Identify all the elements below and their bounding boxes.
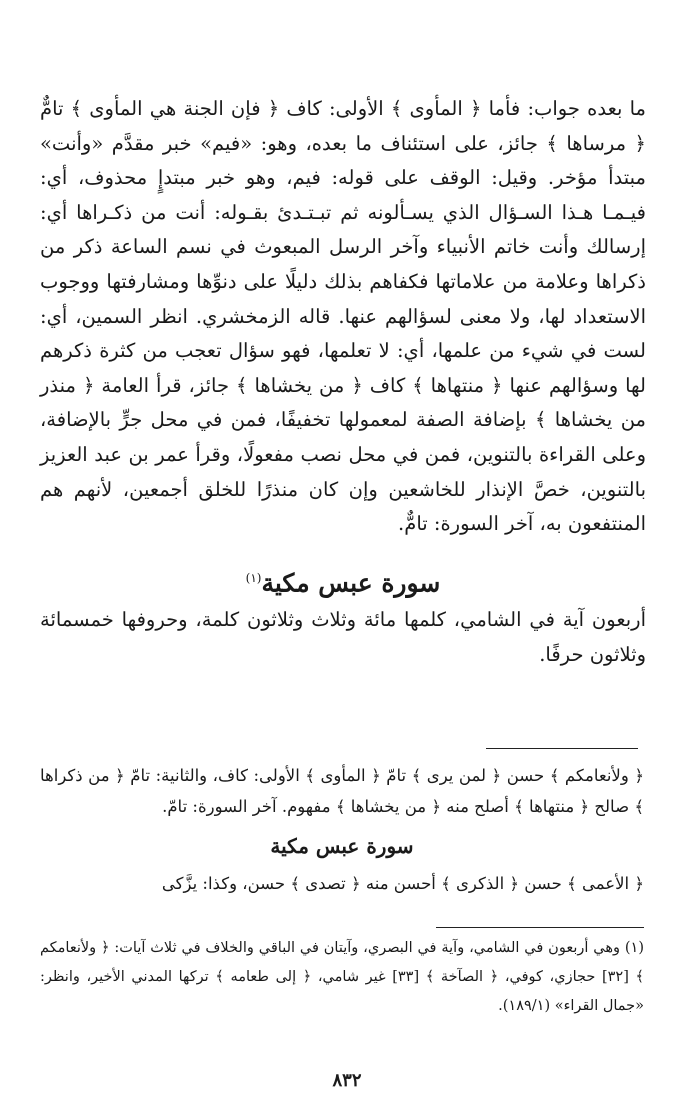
margin-note-line-2: ﴿ الأعمى ﴾ حسن ﴿ الذكرى ﴾ أحسن منه ﴿ تصدى ﴾ حسن، وكذا: يزَّكى [161, 874, 644, 893]
margin-note-line-1: ﴿ ولأنعامكم ﴾ حسن ﴿ لمن يرى ﴾ تامّ ﴿ المأوى ﴾ الأولى: كاف، والثانية: تامّ ﴿ من ذكراها ﴾ صالح ﴿ منتهاها ﴾ أصلح منه ﴿ من يخشاها ﴾ مفهوم. آخر السورة: تامّ. [40, 766, 644, 816]
footnote-marker: (١) [245, 570, 262, 585]
surah-title-text: سورة عبس مكية [261, 568, 441, 598]
margin-notes-block [40, 760, 644, 899]
main-paragraph-1: ما بعده جواب: فأما ﴿ المأوى ﴾ الأولى: كاف ﴿ فإن الجنة هي المأوى ﴾ تامٌّ ﴿ مرساها ﴾ جائز، على استئناف ما بعده، وهو: «فيم» خبر مقدَّم «وأنت» مبتدأ مؤخر. وقيل: الوقف على قوله: فيم، وهو خبر مبتدإٍ محذوف، أي: فيـمـا هـذا السـؤال الذي يسـألونه ثم تبـتـدئ بقـوله: أنت من ذكـراها أي: إرسالك وأنت خاتم الأنبياء وآخر الرسل المبعوث في نسم الساعة ذكر من ذكراها وعلامة من علاماتها فكفاهم بذلك دليلًا على دنوِّها ومشارفتها ووجوب الاستعداد لها، ولا معنى لسؤالهم عنها. قاله الزمخشري. انظر السمين، أي: لست في شيء من علمها، أي: لا تعلمها، فهو سؤال تعجب من كثرة ذكرهم لها وسؤالهم عنها ﴿ منتهاها ﴾ كاف ﴿ من يخشاها ﴾ جائز، قرأ العامة ﴿ منذر من يخشاها ﴾ بإضافة الصفة لمعمولها تخفيفًا، فمن في محل جرٍّ بالإضافة، وعلى القراءة بالتنوين، فمن في محل نصب مفعولًا، وقرأ عمر بن عبد العزيز بالتنوين، خصَّ الإنذار للخاشعين وإن كان منذرًا للخلق أجمعين، لأنهم هم المنتفعون به، آخر السورة: تامٌّ. [40, 97, 646, 536]
footnote-text: (١) وهي أربعون في الشامي، وآية في البصري، وآيتان في الباقي والخلاف في ثلاث آيات: ﴿ ولأنعامكم ﴾ [٣٢] حجازي، كوفي، ﴿ الصآخة ﴾ [٣٣] غير شامي، ﴿ إلى طعامه ﴾ تركها المدني الأخير، وانظر: «جمال القراء» (١٨٩/١). [40, 940, 644, 1014]
main-paragraph-2: أربعون آية في الشامي، كلمها مائة وثلاث وثلاثون كلمة، وحروفها خمسمائة وثلاثون حرفًا. [40, 608, 646, 666]
margin-note-subtitle: سورة عبس مكية [270, 834, 414, 858]
separator-rule-1 [486, 748, 638, 749]
main-text-block [40, 92, 646, 672]
page-number: ٨٣٢ [332, 1070, 362, 1091]
footnote-block [40, 934, 644, 1021]
surah-title [40, 558, 646, 603]
separator-rule-2 [436, 927, 644, 928]
